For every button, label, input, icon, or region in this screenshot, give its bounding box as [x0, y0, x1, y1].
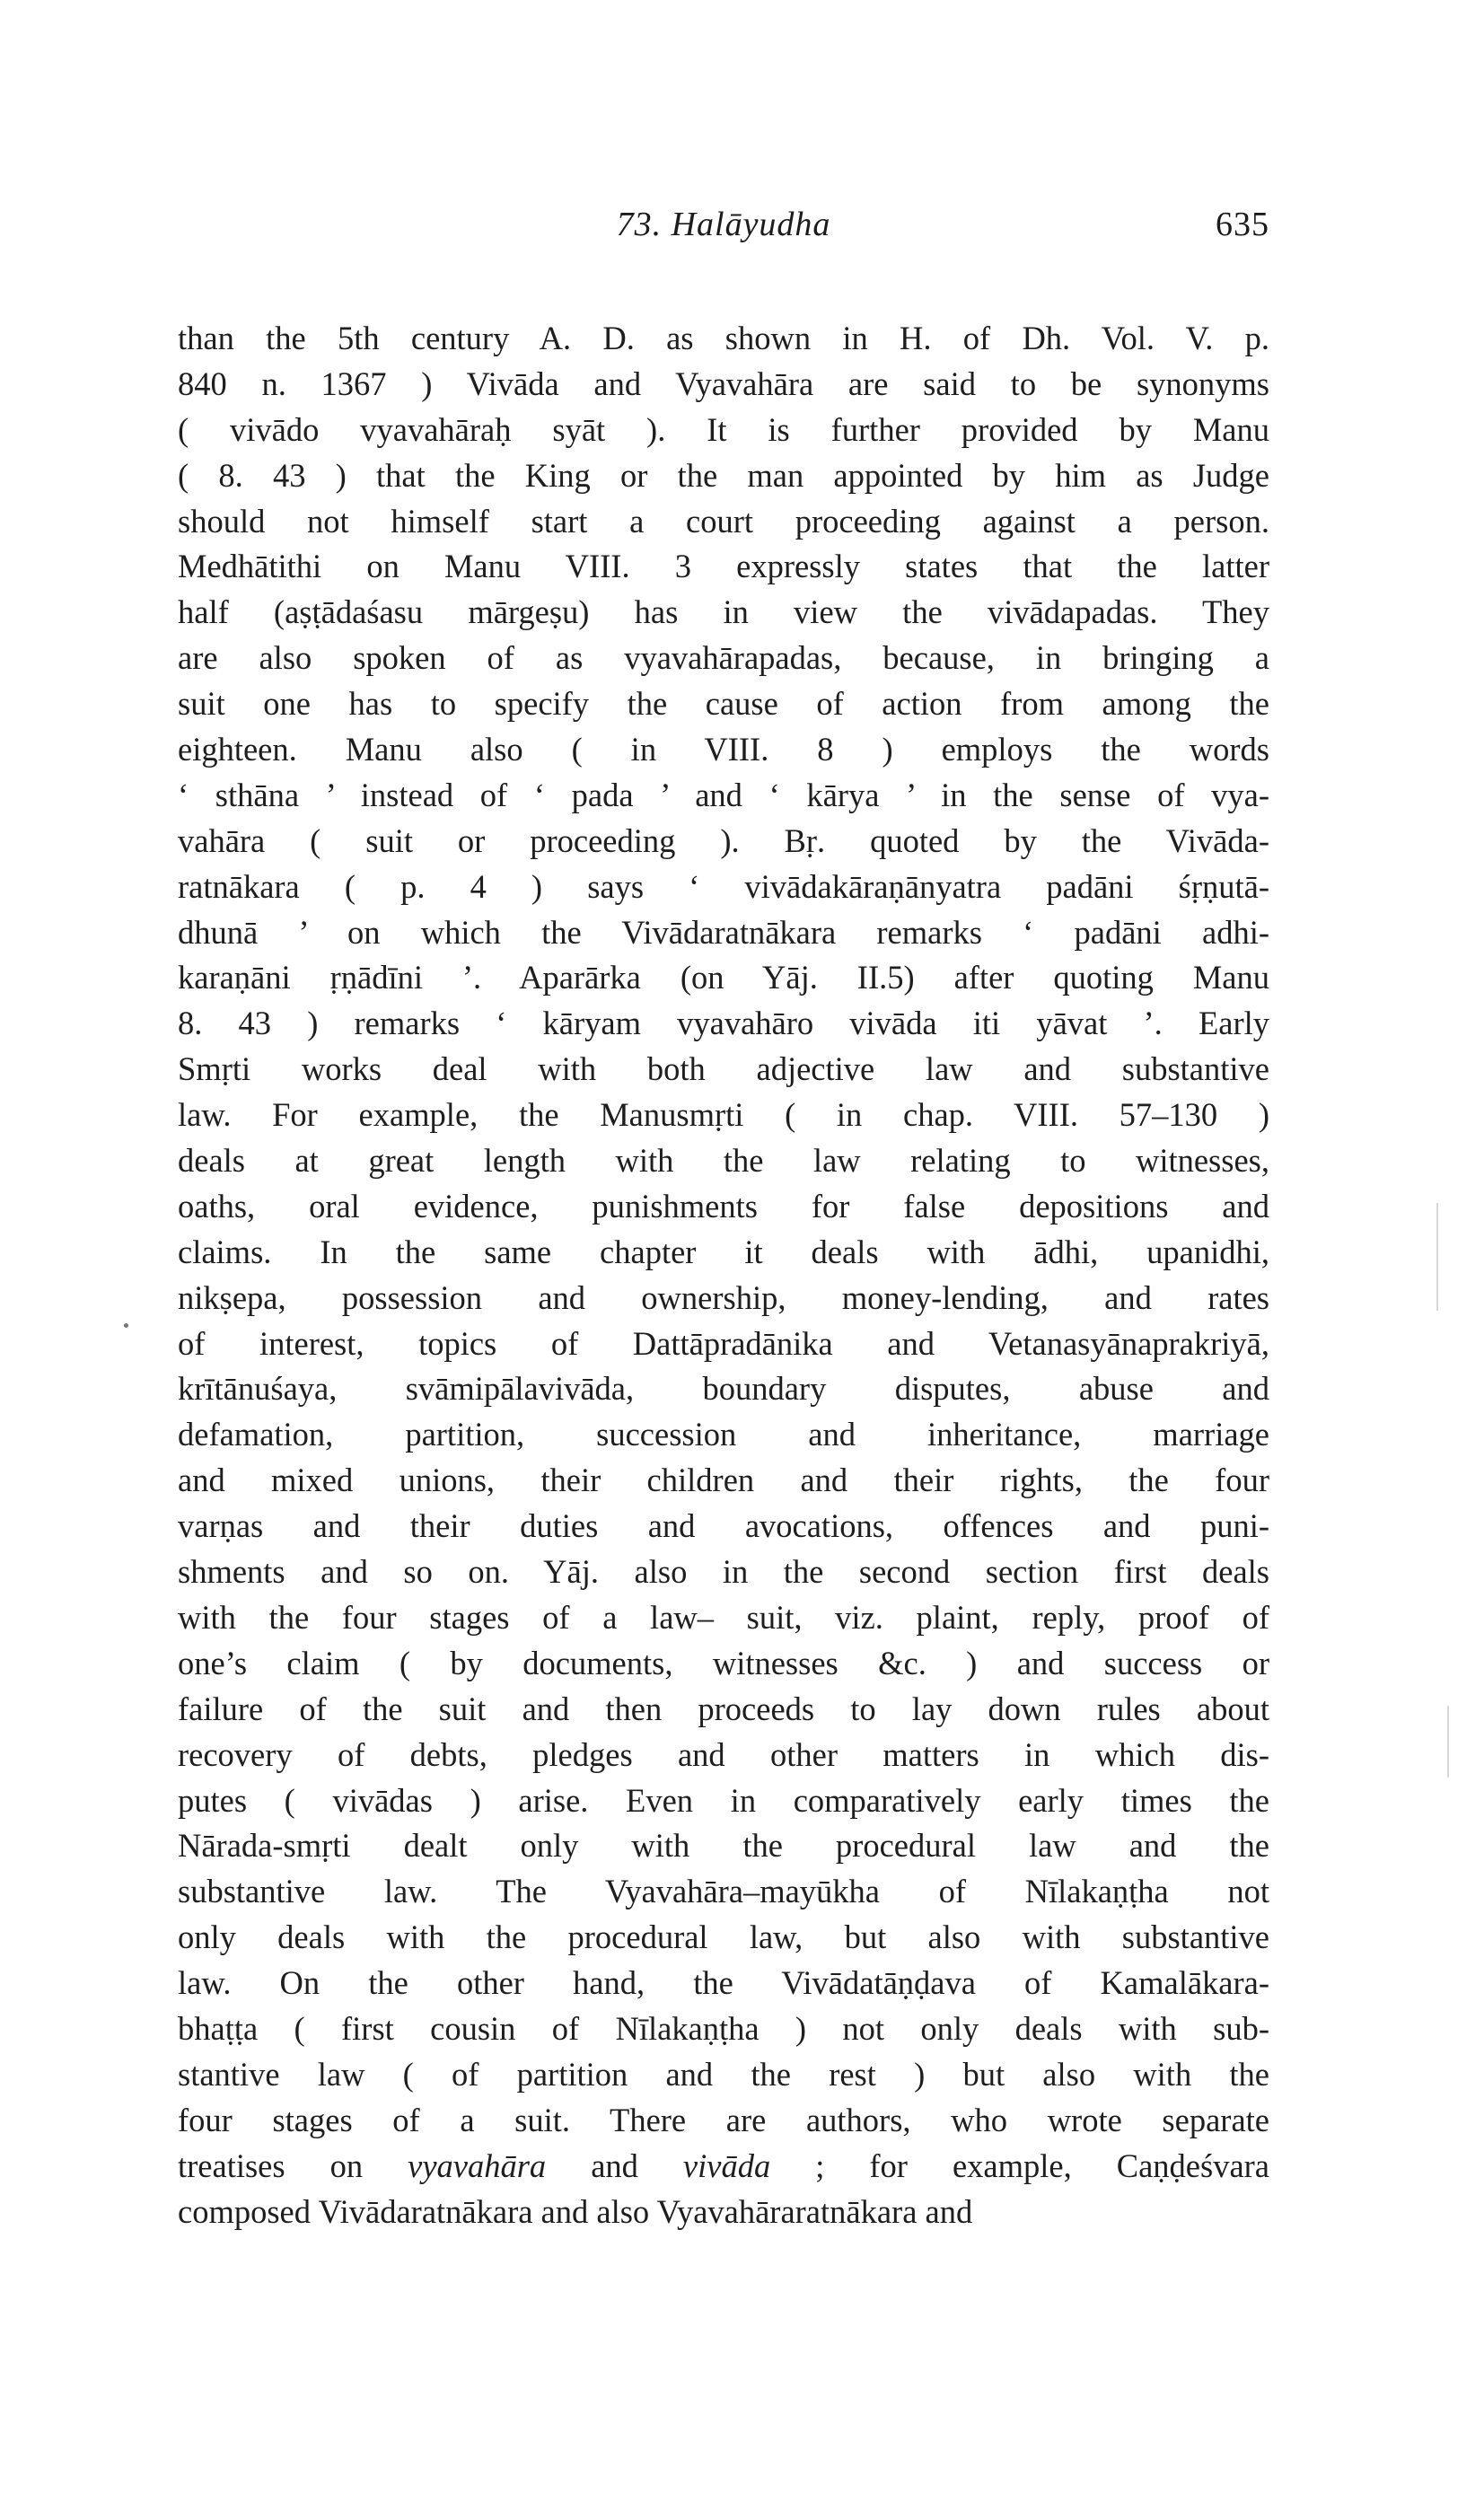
text-line: varṇas and their duties and avocations, offences and puni-	[178, 1507, 1269, 1545]
text-line: should not himself start a court proceeding against a person.	[178, 502, 1269, 540]
page-number: 635	[1216, 206, 1269, 243]
text-line: ‘ sthāna ’ instead of ‘ pada ’ and ‘ kārya ’ in the sense of vya-	[178, 776, 1269, 813]
text-line: oaths, oral evidence, punishments for false depositions and	[178, 1187, 1269, 1225]
text-line: 8. 43 ) remarks ‘ kāryam vyavahāro vivāda iti yāvat ’. Early	[178, 1005, 1269, 1042]
text-line: nikṣepa, possession and ownership, money-lending, and rates	[178, 1278, 1269, 1316]
text-line: suit one has to specify the cause of action from among the	[178, 685, 1269, 723]
text-line: failure of the suit and then proceeds to lay down rules about	[178, 1690, 1269, 1727]
text-line: putes ( vivādas ) arise. Even in comparatively early times the	[178, 1781, 1269, 1819]
running-title: 73. Halāyudha	[616, 206, 831, 243]
text-line: shments and so on. Yāj. also in the second section first deals	[178, 1553, 1269, 1591]
text-line: law. On the other hand, the Vivādatāṇḍava of Kamalākara-	[178, 1964, 1269, 2002]
text-line: krītānuśaya, svāmipālavivāda, boundary disputes, abuse and	[178, 1370, 1269, 1408]
text-line: one’s claim ( by documents, witnesses &c. ) and success or	[178, 1644, 1269, 1681]
text-line: stantive law ( of partition and the rest ) but also with the	[178, 2055, 1269, 2093]
scan-speck	[124, 1323, 128, 1328]
text-line: deals at great length with the law relating to witnesses,	[178, 1142, 1269, 1180]
margin-scan-line	[1447, 1706, 1449, 1778]
text-line: bhaṭṭa ( first cousin of Nīlakaṇṭha ) not only deals with sub-	[178, 2009, 1269, 2047]
text-line: dhunā ’ on which the Vivādaratnākara remarks ‘ padāni adhi-	[178, 913, 1269, 951]
text-line: are also spoken of as vyavahārapadas, because, in bringing a	[178, 639, 1269, 677]
text-line: treatises on vyavahāra and vivāda ; for example, Caṇḍeśvara	[178, 2146, 1269, 2184]
text-line: defamation, partition, succession and inheritance, marriage	[178, 1416, 1269, 1453]
text-line: ( vivādo vyavahāraḥ syāt ). It is further provided by Manu	[178, 410, 1269, 448]
text-line: Nārada-smṛti dealt only with the procedural law and the	[178, 1827, 1269, 1865]
text-line: Medhātithi on Manu VIII. 3 expressly states that the latter	[178, 548, 1269, 585]
text-line: and mixed unions, their children and their rights, the four	[178, 1462, 1269, 1499]
text-line: claims. In the same chapter it deals with ādhi, upanidhi,	[178, 1233, 1269, 1270]
text-line: composed Vivādaratnākara and also Vyavahāraratnākara and	[178, 2192, 973, 2230]
text-line: recovery of debts, pledges and other matters in which dis-	[178, 1735, 1269, 1773]
text-line: of interest, topics of Dattāpradānika and Vetanasyānaprakriyā,	[178, 1324, 1269, 1362]
text-line: ( 8. 43 ) that the King or the man appointed by him as Judge	[178, 456, 1269, 494]
text-line: Smṛti works deal with both adjective law and substantive	[178, 1050, 1269, 1088]
text-line: than the 5th century A. D. as shown in H. of Dh. Vol. V. p.	[178, 320, 1269, 356]
text-line: law. For example, the Manusmṛti ( in chap. VIII. 57–130 )	[178, 1096, 1269, 1134]
text-line: 840 n. 1367 ) Vivāda and Vyavahāra are said to be synonyms	[178, 364, 1269, 402]
text-line: vahāra ( suit or proceeding ). Bṛ. quoted by the Vivāda-	[178, 821, 1269, 859]
margin-scan-line	[1436, 1203, 1438, 1311]
text-line: half (aṣṭādaśasu mārgeṣu) has in view the vivādapadas. They	[178, 593, 1269, 631]
text-line: substantive law. The Vyavahāra–mayūkha of Nīlakaṇṭha not	[178, 1873, 1269, 1910]
text-line: only deals with the procedural law, but also with substantive	[178, 1918, 1269, 1956]
page-header	[178, 205, 1269, 259]
text-line: with the four stages of a law– suit, viz. plaint, reply, proof of	[178, 1598, 1269, 1636]
text-line: eighteen. Manu also ( in VIII. 8 ) employs the words	[178, 731, 1269, 768]
body-text	[178, 316, 1269, 2234]
text-line: ratnākara ( p. 4 ) says ‘ vivādakāraṇānyatra padāni śṛṇutā-	[178, 867, 1269, 905]
text-line: four stages of a suit. There are authors, who wrote separate	[178, 2101, 1269, 2138]
text-line: karaṇāni ṛṇādīni ’. Aparārka (on Yāj. II.5) after quoting Manu	[178, 959, 1269, 996]
